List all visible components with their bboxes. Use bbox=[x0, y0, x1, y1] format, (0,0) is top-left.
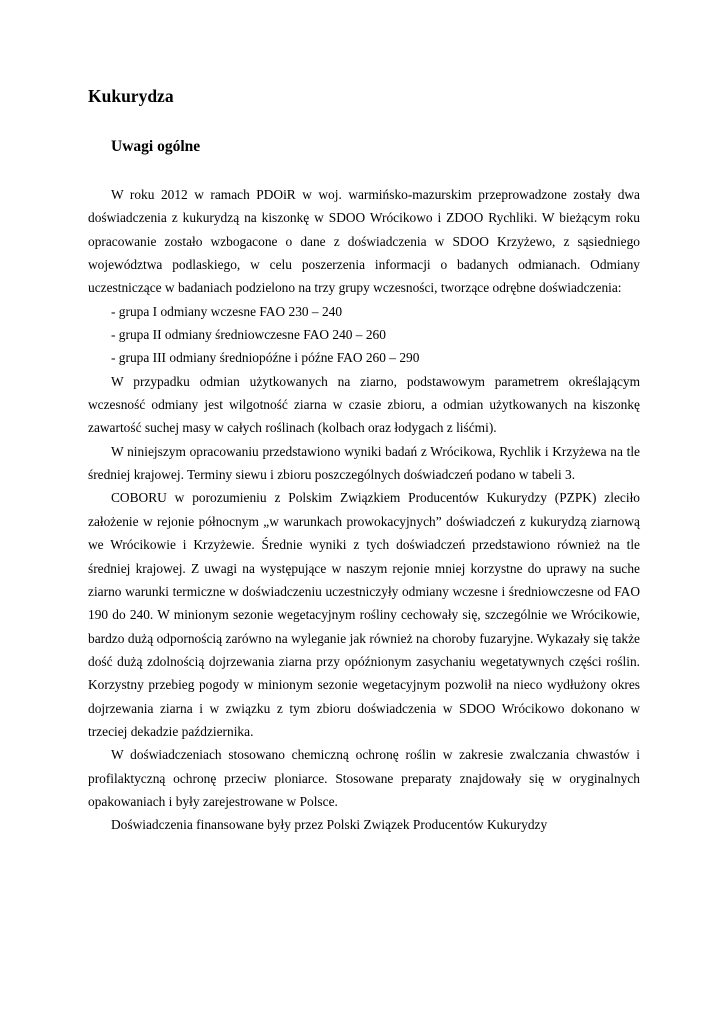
paragraph-results: W niniejszym opracowaniu przedstawiono wyniki badań z Wrócikowa, Rychlik i Krzyżewa na tle średniej krajowej. Terminy siewu i zbioru poszczególnych doświadczeń podano w tabeli 3. bbox=[88, 443, 640, 483]
paragraph-coboru: COBORU w porozumieniu z Polskim Związkiem Producentów Kukurydzy (PZPK) zleciło założenie w rejonie północnym „w warunkach prowokacyjnych” doświadczeń z kukurydzą ziarnową we Wrócikowie i Krzyżewie. Średnie wyniki z tych doświadczeń przedstawiono również na tle średniej krajowej. Z uwagi na występujące w naszym rejonie mniej korzystne do uprawy na suche ziarno warunki termiczne w doświadczeniu uczestniczyły odmiany wczesne i średniowczesne od FAO 190 do 240. W minionym sezonie wegetacyjnym rośliny cechowały się, szczególnie we Wrócikowie, bardzo dużą odpornością zarówno na wyleganie jak również na choroby fuzaryjne. Wykazały się także dość dużą zdolnością dojrzewania ziarna przy opóźnionym zasychaniu wegetatywnych części roślin. Korzystny przebieg pogody w minionym sezonie wegetacyjnym pozwolił na nieco wydłużony okres dojrzewania ziarna i w związku z tym zbioru doświadczenia w SDOO Wrócikowo dokonano w trzeciej dekadzie października. bbox=[88, 490, 640, 739]
page-title: Kukurydza bbox=[88, 86, 174, 106]
paragraph-funding: Doświadczenia finansowane były przez Polski Związek Producentów Kukurydzy bbox=[111, 817, 548, 833]
list-item-group-3: - grupa III odmiany średniopóźne i późne FAO 260 – 290 bbox=[111, 350, 420, 366]
list-item-group-1: - grupa I odmiany wczesne FAO 230 – 240 bbox=[111, 303, 343, 319]
paragraph-intro: W roku 2012 w ramach PDOiR w woj. warmińsko-mazurskim przeprowadzone zostały dwa doświadczenia z kukurydzą na kiszonkę w SDOO Wrócikowo i ZDOO Rychliki. W bieżącym roku opracowanie zostało wzbogacone o dane z doświadczenia w SDOO Krzyżewo, z sąsiedniego województwa podlaskiego, w celu poszerzenia informacji o badanych odmianach. Odmiany uczestniczące w badaniach podzielono na trzy grupy wczesności, tworzące odrębne doświadczenia: bbox=[88, 187, 640, 296]
paragraph-earliness: W przypadku odmian użytkowanych na ziarno, podstawowym parametrem określającym wczesność odmiany jest wilgotność ziarna w czasie zbioru, a odmian użytkowanych na kiszonkę zawartość suchej masy w całych roślinach (kolbach oraz łodygach z liśćmi). bbox=[88, 373, 640, 436]
list-item-group-2: - grupa II odmiany średniowczesne FAO 240 – 260 bbox=[111, 327, 386, 343]
body-text bbox=[88, 183, 640, 837]
paragraph-protection: W doświadczeniach stosowano chemiczną ochronę roślin w zakresie zwalczania chwastów i profilaktyczną ochronę przeciw ploniarce. Stosowane preparaty znajdowały się w oryginalnych opakowaniach i były zarejestrowane w Polsce. bbox=[88, 747, 640, 809]
section-heading: Uwagi ogólne bbox=[111, 138, 201, 155]
